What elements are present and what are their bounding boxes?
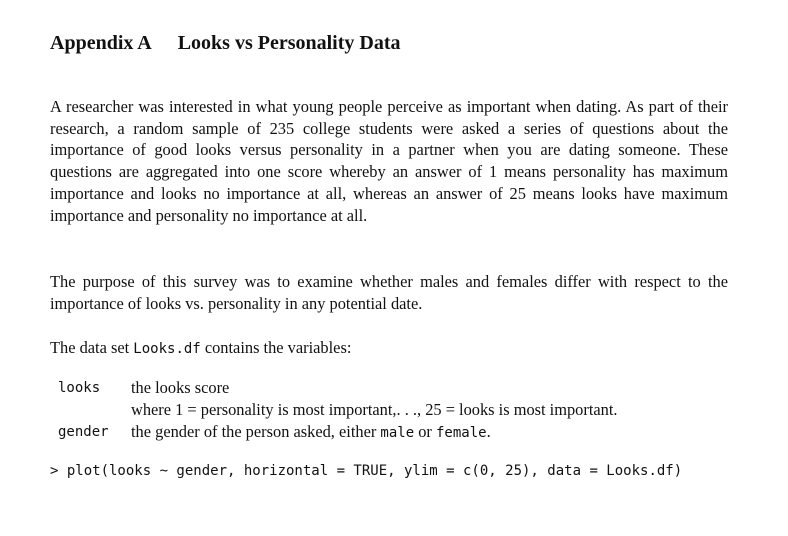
gender-code-female: female: [435, 425, 487, 441]
variable-name-gender: gender: [58, 424, 109, 440]
dataset-paragraph: [50, 337, 728, 361]
dataset-text-after: contains the variables:: [200, 338, 352, 357]
appendix-title: Looks vs Personality Data: [177, 32, 401, 54]
variable-desc-looks: the looks score: [131, 378, 230, 397]
variable-desc-gender: [131, 421, 491, 444]
dataset-name-code: Looks.df: [133, 341, 201, 357]
gender-desc-before: the gender of the person asked, either: [131, 422, 381, 441]
purpose-paragraph: The purpose of this survey was to examine whether males and females differ with respect to the importance of looks vs. personality in any potential date.: [50, 272, 728, 313]
variable-name-looks: looks: [58, 380, 101, 396]
dataset-text-before: The data set: [50, 338, 134, 357]
intro-paragraph: A researcher was interested in what young people perceive as important when dating. As part of their research, a random sample of 235 college students were asked a series of questions about the importance of good looks versus personality in a partner when you are dating someone. These questions are aggregated into one score whereby an answer of 1 means personality has maximum importance and looks no importance at all, whereas an answer of 25 means looks have maximum importance and personality no importance at all.: [50, 97, 728, 225]
r-plot-command: > plot(looks ~ gender, horizontal = TRUE, ylim = c(0, 25), data = Looks.df): [50, 463, 683, 479]
gender-code-male: male: [380, 425, 415, 441]
appendix-label: Appendix A: [50, 32, 152, 54]
appendix-heading: [50, 31, 401, 55]
gender-desc-mid: or: [414, 422, 436, 441]
variable-desc-looks-detail: where 1 = personality is most important,. . ., 25 = looks is most important.: [131, 400, 618, 419]
gender-desc-after: .: [486, 422, 491, 441]
